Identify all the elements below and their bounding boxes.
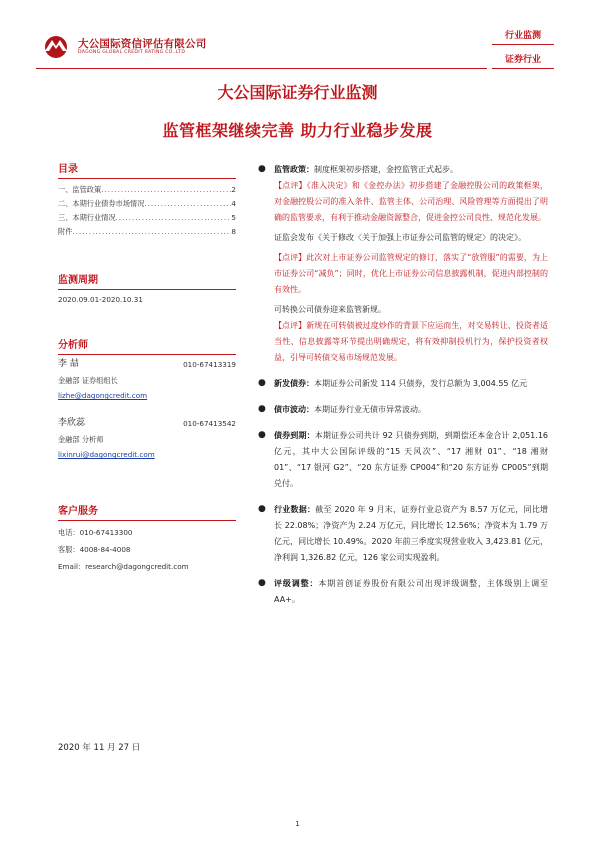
section-text: 制度框架初步搭建，金控监管正式起步。 — [314, 165, 458, 174]
section-market-volatility — [258, 402, 548, 418]
toc-leader — [144, 197, 231, 211]
analysts-heading: 分析师 — [58, 336, 236, 355]
section-label: 评级调整： — [274, 579, 319, 588]
page-number: 1 — [295, 820, 300, 828]
analyst-card — [58, 417, 236, 462]
section-new-bonds — [258, 376, 548, 392]
service-hotline: 客服：4008-84-4008 — [58, 545, 131, 554]
report-subtitle: 监管框架继续完善 助力行业稳步发展 — [162, 121, 433, 140]
section-text: 本期证券公司共计 92 只债券到期，到期偿还本金合计 2,051.16 亿元，其中大公国际评级的“15 天风次”、“17 湘财 01”、“18 湘财 01”、“17 银河 G2”、“20 东方证券 CP004”和“20 东方证券 CP005”到期兑付。 — [274, 431, 548, 488]
section-text: 截至 2020 年 9 月末，证券行业总资产为 8.57 万亿元，同比增长 22.08%；净资产为 2.24 万亿元，同比增长 12.56%；净资本为 1.79 万亿元，同比增长 10.49%。2020 年前三季度实现营业收入 3,423.81 亿元，净利润 1,326.82 亿元，126 家公司实现盈利。 — [274, 505, 549, 562]
analyst-name: 李欣蕊 — [58, 418, 86, 428]
period-value: 2020.09.01-2020.10.31 — [58, 295, 143, 304]
section-label: 新发债券： — [274, 379, 314, 388]
bullet-icon: ● — [258, 430, 266, 440]
header-divider — [36, 68, 487, 69]
toc-heading: 目录 — [58, 160, 236, 179]
company-logo — [40, 34, 230, 60]
toc-item-page: 4 — [231, 199, 236, 208]
section-text: 证监会发布《关于修改〈关于加强上市证券公司监管的规定〉的决定》。 — [274, 233, 526, 242]
section-text: 本期证券公司新发 114 只债券，发行总额为 3,004.55 亿元 — [314, 379, 528, 388]
service-email[interactable]: Email：research@dagongcredit.com — [58, 562, 189, 571]
analyst-email-link[interactable]: lixinrui@dagongcredit.com — [58, 450, 155, 459]
bullet-icon: ● — [258, 404, 266, 414]
section-industry-data — [258, 502, 548, 566]
comment-text: 【点评】此次对上市证券公司监管规定的修订，落实了“放管服”的需要，为上市证券公司“减负”；同时，优化上市证券公司信息披露机制，促进内部控制的有效性。 — [274, 253, 548, 294]
report-date: 2020 年 11 月 27 日 — [58, 743, 141, 753]
toc-item-label: 一、监管政策 — [58, 185, 102, 194]
analyst-card — [58, 358, 236, 403]
report-title: 大公国际证券行业监测 — [217, 83, 378, 102]
section-label: 债券到期： — [274, 431, 315, 440]
analyst-phone: 010-67413319 — [183, 360, 236, 369]
comment-text: 【点评】新规在可转债被过度炒作的背景下应运而生，对交易转让、投资者适当性、信息披露等环节提出明确规定，将有效抑制投机行为，保护投资者权益，引导可转债交易市场规范发展。 — [274, 321, 548, 362]
section-regulation — [258, 162, 548, 366]
analyst-dept: 金融部 分析师 — [58, 435, 104, 444]
comment-text: 【点评】《准入决定》和《金控办法》初步搭建了金融控股公司的政策框架，对金融控股公司的准入条件、监管主体、公司治理、风险管理等方面提出了明确的监管要求，有利于推动金融资源整合，促进金控公司良性、规范化发展。 — [274, 181, 548, 222]
service-phone: 电话：010-67413300 — [58, 528, 133, 537]
toc-item-label: 附件 — [58, 227, 73, 236]
toc-item[interactable] — [58, 225, 236, 239]
analyst-phone: 010-67413542 — [183, 419, 236, 428]
toc-leader — [101, 183, 231, 197]
service-heading: 客户服务 — [58, 502, 236, 521]
toc-item-label: 三、本期行业情况 — [58, 213, 116, 222]
section-text: 可转换公司债券迎来监管新规。 — [274, 305, 386, 314]
toc-item-page: 2 — [231, 185, 236, 194]
analyst-dept: 金融部 证券组组长 — [58, 376, 118, 385]
industry-tag: 证券行业 — [492, 52, 554, 69]
toc-leader — [72, 225, 231, 239]
toc-item-page: 5 — [231, 213, 236, 222]
section-label: 行业数据： — [274, 505, 316, 514]
section-label: 债市波动： — [274, 405, 314, 414]
section-maturity — [258, 428, 548, 492]
toc-item[interactable] — [58, 197, 236, 211]
section-text: 本期证券行业无债市异常波动。 — [314, 405, 426, 414]
bullet-icon: ● — [258, 504, 266, 514]
toc-item-label: 二、本期行业债券市场情况 — [58, 199, 145, 208]
logo-text-en: DAGONG GLOBAL CREDIT RATING CO.,LTD — [78, 50, 186, 55]
toc-list — [58, 183, 236, 239]
section-rating-adjustment — [258, 576, 548, 608]
toc-item[interactable] — [58, 211, 236, 225]
dagong-logo-icon — [40, 34, 72, 60]
toc-item-page: 8 — [231, 227, 236, 236]
bullet-icon: ● — [258, 578, 266, 588]
sidebar — [58, 160, 236, 575]
bullet-icon: ● — [258, 378, 266, 388]
logo-text-cn: 大公国际资信评估有限公司 — [78, 38, 207, 50]
analyst-name: 李 喆 — [58, 359, 79, 369]
section-text: 本期首创证券股份有限公司出现评级调整，主体级别上调至 AA+。 — [274, 579, 549, 604]
category-tag: 行业监测 — [492, 28, 554, 45]
bullet-icon: ● — [258, 164, 266, 174]
analyst-email-link[interactable]: lizhe@dagongcredit.com — [58, 391, 148, 400]
toc-item[interactable] — [58, 183, 236, 197]
period-heading: 监测周期 — [58, 271, 236, 290]
toc-leader — [116, 211, 232, 225]
summary-content — [258, 162, 548, 608]
section-label: 监管政策： — [274, 165, 314, 174]
